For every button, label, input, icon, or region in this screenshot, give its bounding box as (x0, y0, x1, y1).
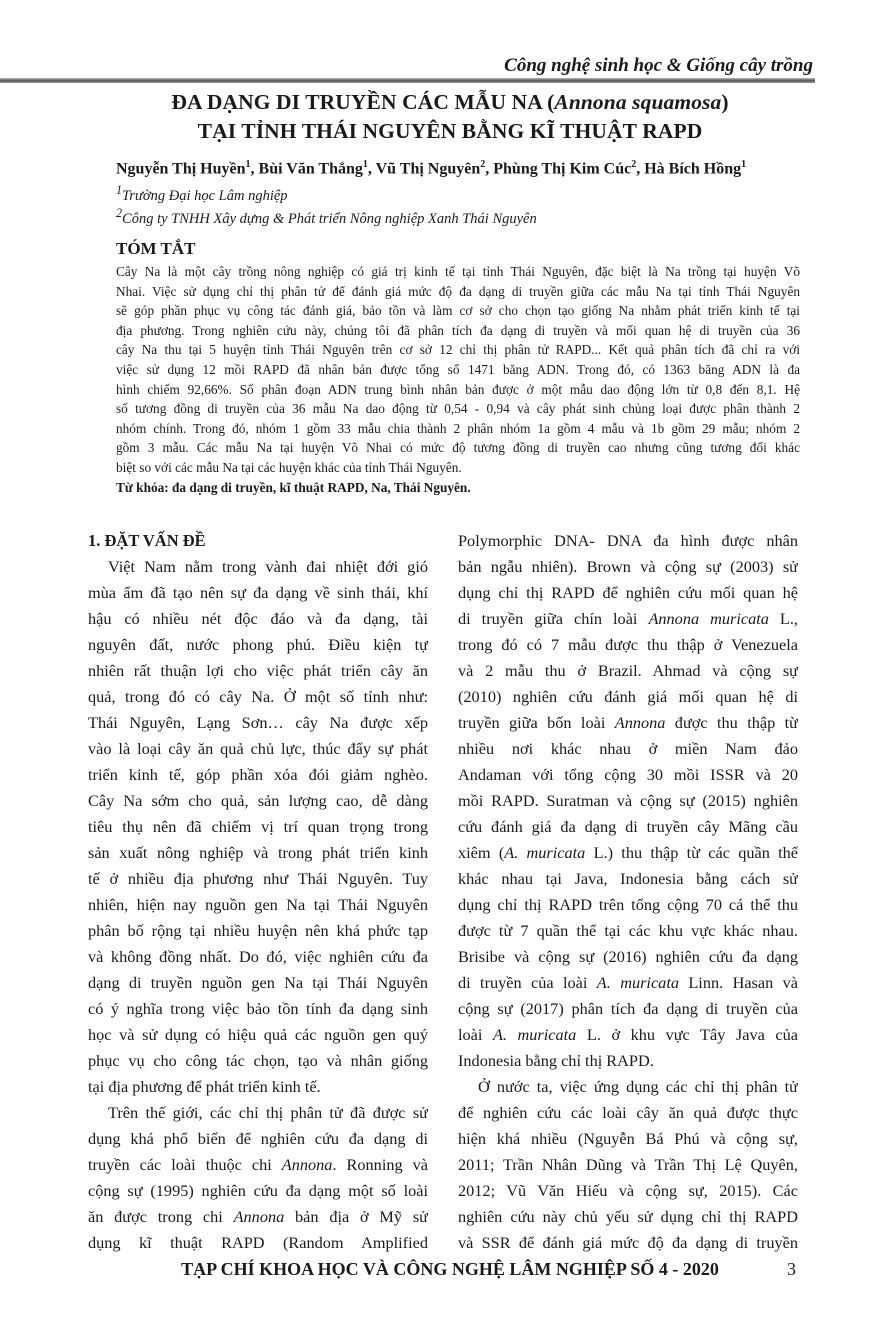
paragraph-line (458, 1126, 798, 1152)
paragraph-line (458, 1178, 798, 1204)
text-run: 2012; Vũ Văn Hiếu và cộng sự, 2015). Các (458, 1181, 798, 1200)
paragraph-line (458, 1230, 798, 1256)
text-run: truyền các loài thuộc chi (88, 1155, 282, 1174)
paragraph-line (458, 1074, 798, 1100)
text-run: Trên thế giới, các chỉ thị phân tử đã được sử (108, 1103, 428, 1122)
paragraph-line (88, 762, 428, 788)
text-run: . Ronning và (332, 1155, 428, 1174)
text-run: quả, trong đó có cây Na. Ở một số tỉnh như: (88, 687, 428, 706)
affiliation-text: Trường Đại học Lâm nghiệp (122, 187, 288, 204)
text-run: nhiều nơi khác nhau ở miền Nam đảo (458, 739, 798, 758)
text-run: di truyền của loài (458, 973, 597, 992)
text-run: hậu có nhiều nét độc đáo và đa dạng, tài (88, 609, 428, 628)
paragraph-line (458, 762, 798, 788)
keywords: Từ khóa: đa dạng di truyền, kĩ thuật RAPD, Na, Thái Nguyên. (116, 479, 471, 495)
paragraph-line (458, 684, 798, 710)
text-run: và 2 mẫu thu ở Brazil. Ahmad và cộng sự (458, 661, 798, 680)
title-species: Annona squamosa (554, 90, 722, 114)
text-run: nghiên cứu này chủ yếu sử dụng chỉ thị RAPD (458, 1207, 798, 1226)
paragraph-line (88, 658, 428, 684)
paragraph-line (88, 814, 428, 840)
text-run: L. ở khu vực Tây Java của (576, 1025, 798, 1044)
abstract-line: việc sử dụng 12 mồi RAPD đã nhân bản được tổng số 1471 băng ADN. Trong đó, có 1363 băng ADN là đa (116, 361, 800, 377)
text-run: nhiên, hiện nay nguồn gen Na tại Thái Nguyên (88, 895, 428, 914)
text-run: nhiên rất thuận lợi cho việc phát triển cây ăn (88, 661, 428, 680)
text-run: bản ngẫu nhiên). Brown và cộng sự (2003) sử (458, 557, 798, 576)
affiliation-2 (116, 206, 537, 228)
paragraph-line (458, 1204, 798, 1230)
text-run: L., (768, 609, 798, 628)
text-run: tế ở nhiều địa phương như Thái Nguyên. Tuy (88, 869, 428, 888)
text-run: (2010) nghiên cứu đánh giá mối quan hệ di (458, 687, 798, 706)
text-run: dụng chỉ thị RAPD để nghiên cứu mối quan hệ (458, 583, 798, 602)
paragraph-line (88, 866, 428, 892)
text-run: loài (458, 1025, 493, 1044)
author-affiliation-sup: 1 (741, 159, 747, 170)
text-run: di truyền giữa chín loài (458, 609, 649, 628)
text-run: có ý nghĩa trong việc bảo tồn tính đa dạng sinh (88, 999, 428, 1018)
paragraph-line (88, 736, 428, 762)
text-run: Thái Nguyên, Lạng Sơn… cây Na được xếp (88, 713, 428, 732)
text-run: trong đó có 7 mẫu được thu thập ở Venezuela (458, 635, 798, 654)
text-run: và không đồng nhất. Do đó, việc nghiên cứu đa (88, 947, 428, 966)
paragraph-line (88, 1230, 428, 1256)
abstract-line: cây Na thu tại 5 huyện tỉnh Thái Nguyên trên cơ sở 12 chỉ thị phân tử RAPD... Kết quả phân tích đã chỉ ra với (116, 342, 800, 358)
text-run: Việt Nam nằm trong vành đai nhiệt đới gió (108, 557, 428, 576)
title-text: ) (721, 90, 729, 114)
text-run: cứu đánh giá đa dạng di truyền cây Mãng cầu (458, 817, 798, 836)
text-run: sản xuất nông nghiệp và trong phát triển kinh (88, 843, 428, 862)
italic-species-name: Annona (614, 713, 666, 732)
text-run: Ở nước ta, việc ứng dụng các chỉ thị phân tử (478, 1077, 798, 1096)
author-affiliation-sup: 1 (362, 159, 368, 170)
author-name: Nguyễn Thị Huyền (116, 160, 246, 178)
text-run: bản địa ở Mỹ sử (284, 1207, 428, 1226)
paragraph-line (458, 606, 798, 632)
text-run: nguyên đất, nước phong phú. Điều kiện tự (88, 635, 428, 654)
paragraph-line (458, 996, 798, 1022)
text-run: ăn được trong chi (88, 1207, 234, 1226)
affiliation-text: Công ty TNHH Xây dựng & Phát triển Nông nghiệp Xanh Thái Nguyên (122, 210, 537, 227)
italic-species-name: A. muricata (596, 973, 679, 992)
text-run: dạng di truyền nguồn gen Na tại Thái Nguyên (88, 973, 428, 992)
text-run: L.) thu thập từ các quần thể (585, 843, 798, 862)
text-run: phân bố rộng tại nhiều huyện nên khá phức tạp (88, 921, 428, 940)
paragraph-line (458, 1152, 798, 1178)
paragraph-line (458, 736, 798, 762)
italic-species-name: Annona (281, 1155, 333, 1174)
paragraph-line (458, 970, 798, 996)
paragraph-line (88, 918, 428, 944)
author-affiliation-sup: 1 (245, 159, 251, 170)
text-run: triển kinh tế, góp phần xóa đói giảm nghèo. (88, 765, 428, 784)
italic-species-name: Annona (233, 1207, 285, 1226)
paragraph-line (88, 554, 428, 580)
title-line-1 (0, 90, 891, 115)
abstract-line: địa phương. Trong nghiên cứu này, chúng tôi đã phân tích đa dạng di truyền và mối quan hệ di truyền của 36 (116, 322, 800, 338)
abstract-line: nhóm chính. Trong đó, nhóm 1 gồm 33 mẫu chia thành 2 phân nhóm 1a gồm 4 mẫu và 1b gồm 29 mẫu; nhóm 2 (116, 420, 800, 436)
author-name: Bùi Văn Thắng (258, 160, 363, 178)
text-run: Polymorphic DNA- DNA đa hình được nhân (458, 531, 798, 550)
text-run: được từ 7 quần thể tại các khu vực khác nhau. (458, 921, 798, 940)
text-run: tại địa phương để phát triển kinh tế. (88, 1077, 321, 1096)
text-run: và SSR để đánh giá mức độ đa dạng di truyền (458, 1233, 798, 1252)
text-run: Linn. Hasan và (678, 973, 798, 992)
paragraph-line (88, 632, 428, 658)
paragraph-line (458, 944, 798, 970)
text-run: khác nhau tại Java, Indonesia bằng cách sử (458, 869, 798, 888)
text-run: để nghiên cứu các loài cây ăn quả được thực (458, 1103, 798, 1122)
paragraph-line (458, 580, 798, 606)
affiliation-sup: 2 (116, 206, 123, 220)
running-head: Công nghệ sinh học & Giống cây trồng (504, 55, 813, 76)
paragraph-line (88, 892, 428, 918)
abstract-line: Nhai. Việc sử dụng chỉ thị phân tử để đánh giá mức độ đa dạng di truyền giữa các mẫu Na tại tỉnh Thái Nguyên (116, 283, 800, 299)
journal-footer: TẠP CHÍ KHOA HỌC VÀ CÔNG NGHỆ LÂM NGHIỆP SỐ 4 - 2020 (181, 1259, 719, 1279)
section-heading: 1. ĐẶT VẤN ĐỀ (88, 531, 206, 550)
paragraph-line (458, 554, 798, 580)
text-run: phục vụ cho công tác chọn, tạo và nhân giống (88, 1051, 428, 1070)
text-run: mùa ẩm đã tạo nên sự đa dạng về sinh thái, khí (88, 583, 428, 602)
paragraph-line (88, 1126, 428, 1152)
paragraph-line (458, 866, 798, 892)
text-run: dụng khá phổ biến để nghiên cứu đa dạng di (88, 1129, 428, 1148)
title-line-2: TẠI TỈNH THÁI NGUYÊN BẰNG KĨ THUẬT RAPD (197, 119, 703, 143)
paragraph-line (458, 710, 798, 736)
paragraph-line (458, 1022, 798, 1048)
paragraph-line (458, 1100, 798, 1126)
italic-species-name: A. muricata (504, 843, 586, 862)
affiliation-sup: 1 (116, 183, 123, 197)
paragraph-line (88, 1074, 428, 1100)
author-name: Vũ Thị Nguyên (375, 160, 481, 178)
paragraph-line (88, 1178, 428, 1204)
paragraph-line (88, 840, 428, 866)
italic-species-name: Annona muricata (648, 609, 769, 628)
text-run: vào là loại cây ăn quả chủ lực, thúc đẩy sự phát (88, 739, 428, 758)
paragraph-line (88, 1022, 428, 1048)
abstract-line: biệt so với các mẫu Na tại các huyện khác của tỉnh Thái Nguyên. (116, 459, 462, 475)
paragraph-line (88, 710, 428, 736)
page-number: 3 (787, 1259, 796, 1279)
author-affiliation-sup: 2 (480, 159, 486, 170)
text-run: Brisibe và cộng sự (2016) nghiên cứu đa dạng (458, 947, 798, 966)
abstract-line: Cây Na là một cây trồng nông nghiệp có giá trị kinh tế tại tỉnh Thái Nguyên, đặc biệt là Na trồng tại huyện Võ (116, 264, 800, 279)
abstract-line: số tương đồng di truyền của 36 mẫu Na dao động từ 0,54 - 0,94 và cây phát sinh chủng loại được phân thành 2 (116, 401, 800, 417)
author-name: Hà Bích Hồng (644, 160, 742, 178)
paragraph-line (88, 580, 428, 606)
paragraph-line (458, 1048, 798, 1074)
abstract-line: sẽ góp phần phục vụ công tác đánh giá, bảo tồn và làm cơ sở cho chọn tạo giống Na nhằm phát triển kinh tế tại (116, 303, 800, 319)
body-column-right (458, 528, 798, 1256)
text-run: Andaman với tổng cộng 30 mồi ISSR và 20 (458, 765, 798, 784)
text-run: dụng chỉ thị RAPD trên tổng cộng 70 cá thể thu (458, 895, 798, 914)
paragraph-line (88, 944, 428, 970)
text-run: 2011; Trần Nhân Dũng và Trần Thị Lệ Quyên, (458, 1155, 798, 1174)
paragraph-line (88, 1152, 428, 1178)
paragraph-line (88, 684, 428, 710)
text-run: dụng kĩ thuật RAPD (Random Amplified (88, 1233, 428, 1252)
title-text: ĐA DẠNG DI TRUYỀN CÁC MẪU NA ( (171, 90, 555, 114)
paragraph-line (88, 606, 428, 632)
paragraph-line (88, 970, 428, 996)
text-run: Cây Na sớm cho quả, sản lượng cao, dễ dàng (88, 791, 428, 810)
paragraph-line (458, 528, 798, 554)
text-run: cộng sự (2017) phân tích đa dạng di truyền của (458, 999, 798, 1018)
abstract-heading: TÓM TẮT (116, 239, 196, 258)
paragraph-line (458, 892, 798, 918)
text-run: truyền giữa bốn loài (458, 713, 615, 732)
text-run: mồi RAPD. Suratman và cộng sự (2015) nghiên (458, 791, 798, 810)
paragraph-line (88, 1100, 428, 1126)
text-run: được thu thập từ (665, 713, 798, 732)
paragraph-line (458, 918, 798, 944)
paragraph-line (458, 632, 798, 658)
text-run: tiêu thụ nên đã chiếm vị trí quan trọng trong (88, 817, 428, 836)
text-run: Indonesia bằng chỉ thị RAPD. (458, 1051, 654, 1070)
author-name: Phùng Thị Kim Cúc (493, 160, 632, 178)
text-run: xiêm ( (458, 843, 505, 862)
body-column-left (88, 528, 428, 1256)
paragraph-line (88, 1204, 428, 1230)
affiliation-1 (116, 183, 288, 205)
author-affiliation-sup: 2 (631, 159, 637, 170)
text-run: hiện khá nhiều (Nguyễn Bá Phú và cộng sự, (458, 1129, 798, 1148)
paragraph-line (458, 658, 798, 684)
text-run: học và sử dụng có hiệu quả các nguồn gen quý (88, 1025, 428, 1044)
paragraph-line (458, 840, 798, 866)
abstract-line: gồm 3 mẫu. Các mẫu Na tại huyện Võ Nhai có mức độ tương đồng di truyền cao nhưng cũng tương đối khác (116, 440, 800, 456)
author-list: Nguyễn Thị Huyền$^1$, Bùi Văn Thắng$^1$, Vũ Thị Nguyên$^2$, Phùng Thị Kim Cúc$^2$, Hà Bích Hồng$^1$ (116, 159, 747, 178)
paragraph-line (88, 996, 428, 1022)
paragraph-line (458, 788, 798, 814)
paragraph-line (88, 788, 428, 814)
abstract-line: hình chiếm 92,66%. Số phân đoạn ADN trung bình nhân bản được ở một mẫu dao động lớn từ 0,8 đến 8,1. Hệ (116, 381, 800, 397)
italic-species-name: A. muricata (492, 1025, 577, 1044)
header-rule (0, 78, 815, 83)
paragraph-line (458, 814, 798, 840)
abstract-body (116, 262, 800, 497)
paragraph-line (88, 1048, 428, 1074)
text-run: cộng sự (1995) nghiên cứu đa dạng một số loài (88, 1181, 428, 1200)
